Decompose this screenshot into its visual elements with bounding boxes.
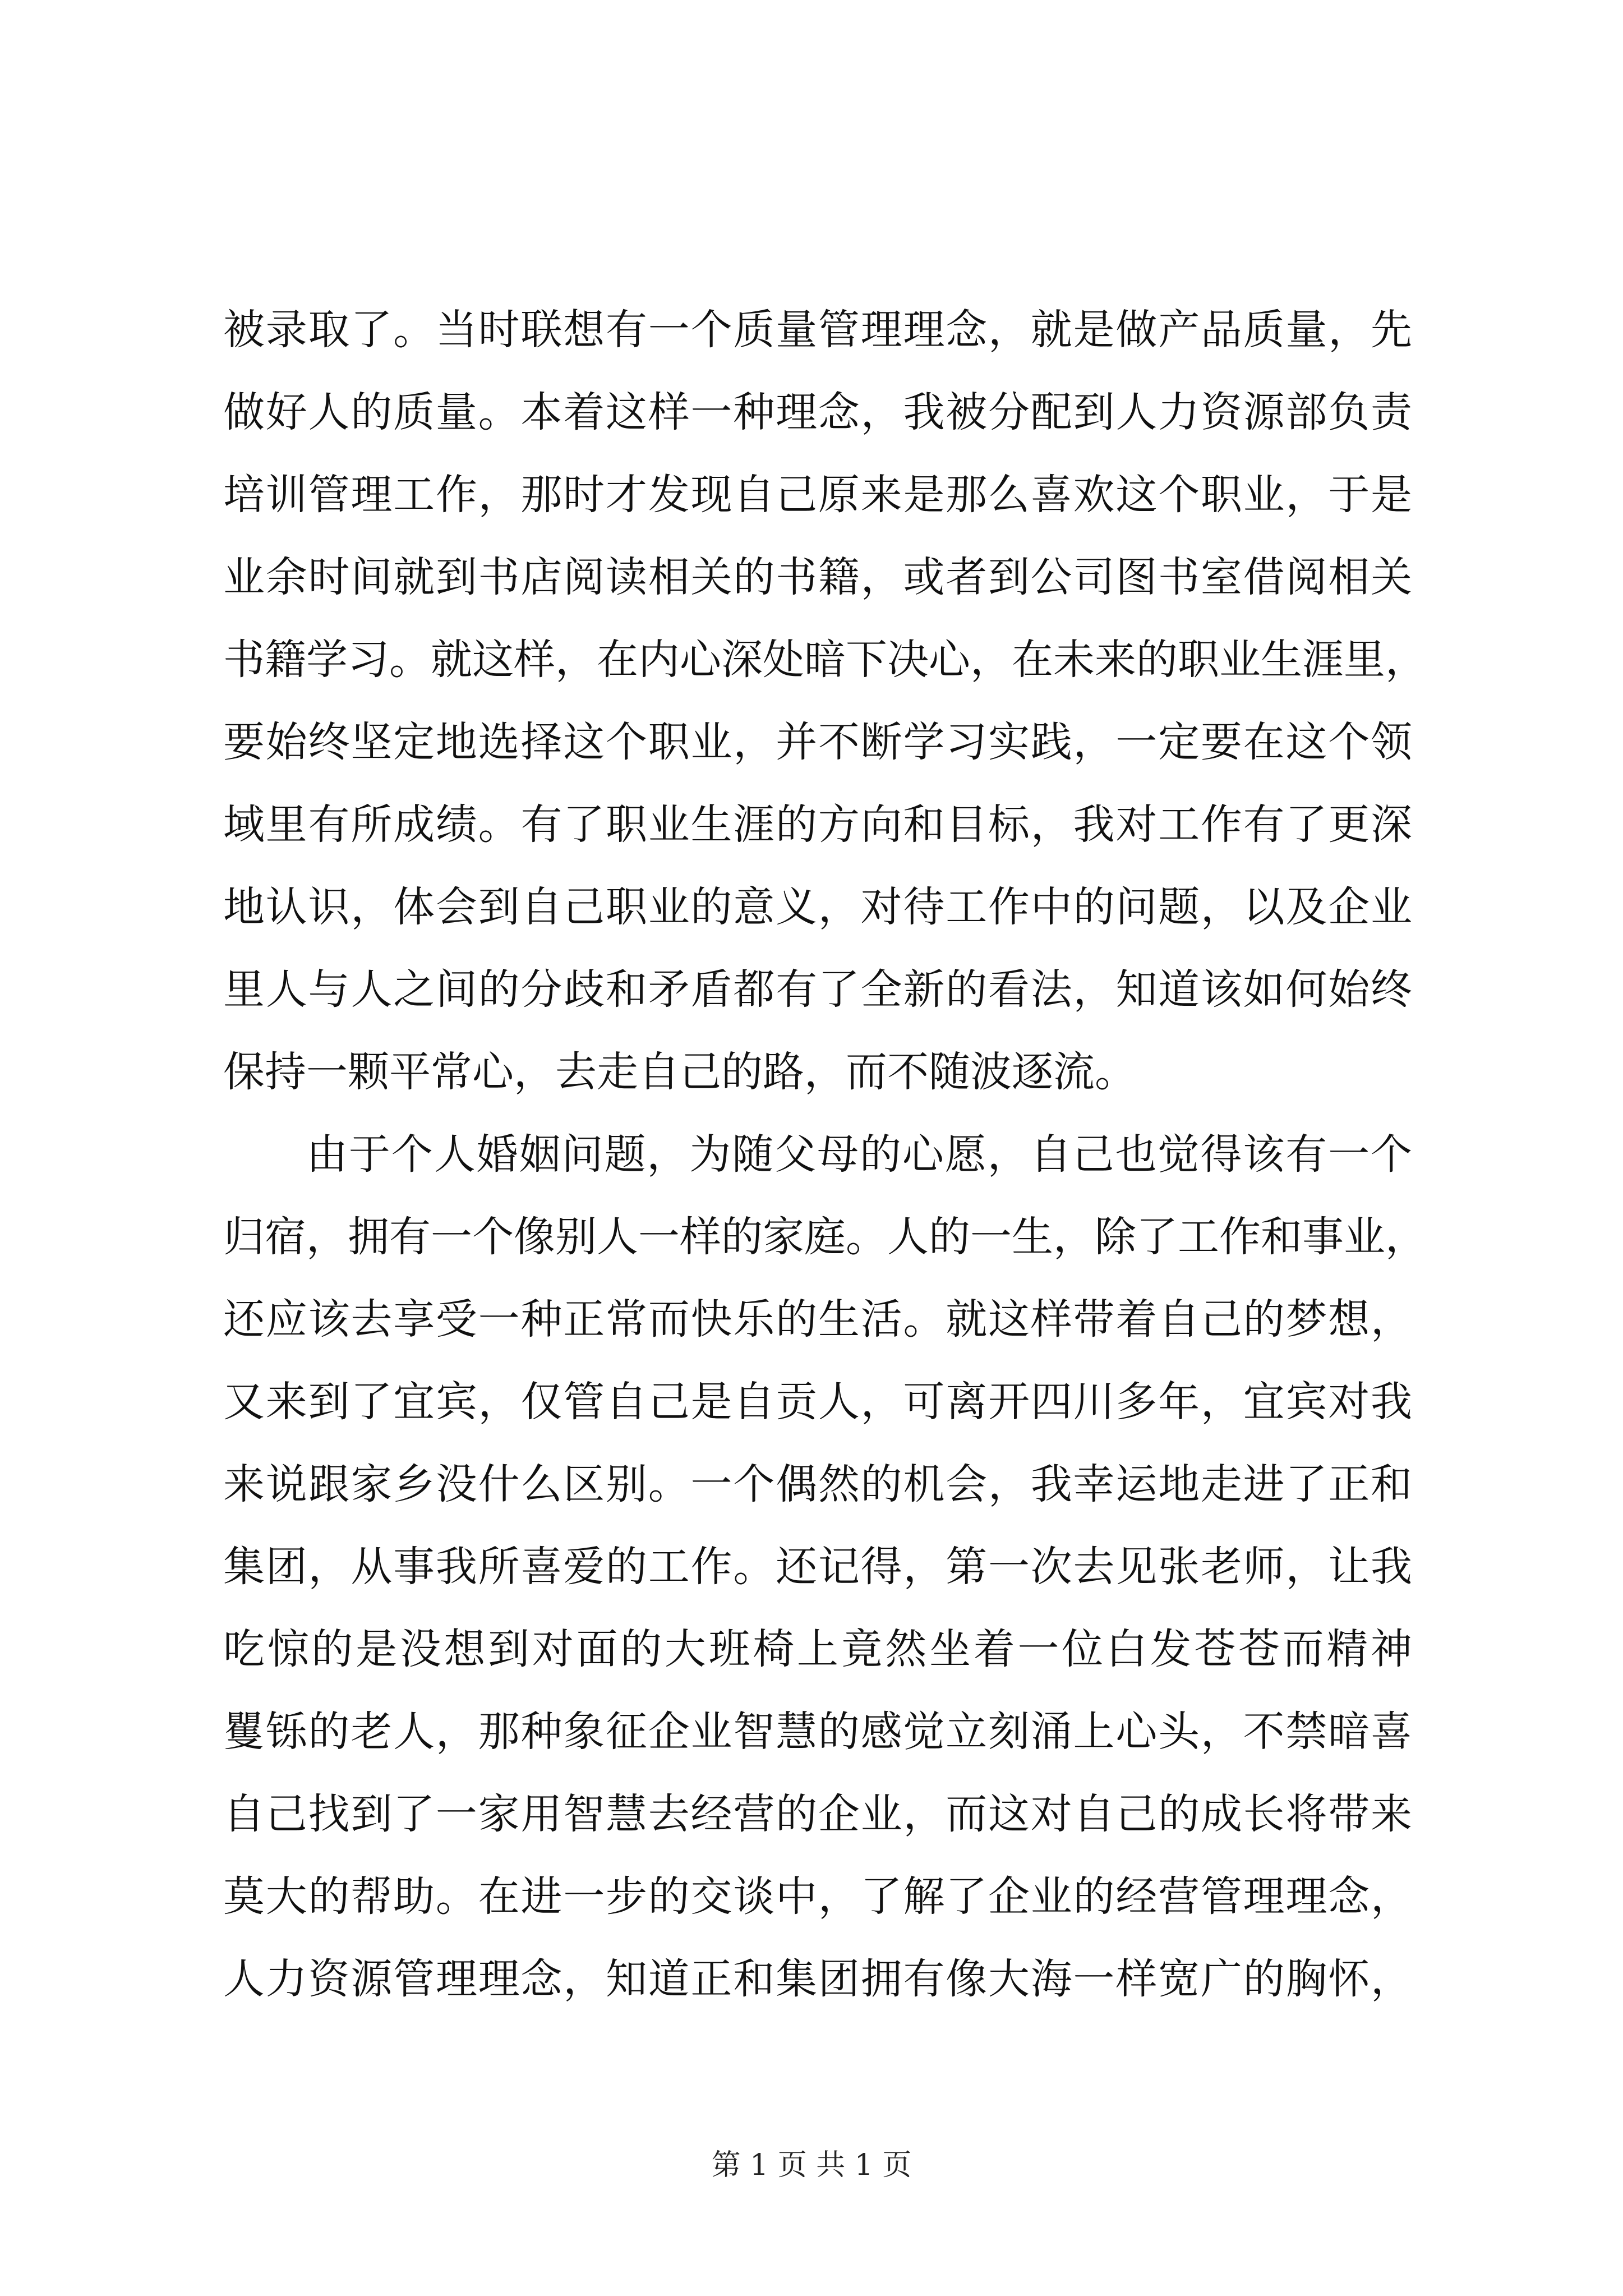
text-line: 里人与人之间的分歧和矛盾都有了全新的看法，知道该如何始终	[223, 965, 1412, 1014]
text-line: 还应该去享受一种正常而快乐的生活。就这样带着自己的梦想，	[223, 1295, 1412, 1343]
text-line: 地认识，体会到自己职业的意义，对待工作中的问题，以及企业	[223, 883, 1412, 931]
text-line: 被录取了。当时联想有一个质量管理理念，就是做产品质量，先	[223, 306, 1412, 354]
text-line: 矍铄的老人，那种象征企业智慧的感觉立刻涌上心头，不禁暗喜	[223, 1708, 1412, 1756]
paragraph-1	[223, 289, 1427, 1114]
document-body	[223, 289, 1427, 2021]
text-line: 域里有所成绩。有了职业生涯的方向和目标，我对工作有了更深	[223, 800, 1412, 849]
text-line: 集团，从事我所喜爱的工作。还记得，第一次去见张老师，让我	[223, 1543, 1412, 1591]
text-line: 培训管理工作，那时才发现自己原来是那么喜欢这个职业，于是	[223, 471, 1412, 519]
text-line: 又来到了宜宾，仅管自己是自贡人，可离开四川多年，宜宾对我	[223, 1378, 1412, 1426]
page-number-label: 第 1 页 共 1 页	[711, 2148, 912, 2182]
text-line: 做好人的质量。本着这样一种理念，我被分配到人力资源部负责	[223, 388, 1412, 436]
text-line: 自己找到了一家用智慧去经营的企业，而这对自己的成长将带来	[223, 1790, 1412, 1838]
text-line: 书籍学习。就这样，在内心深处暗下决心，在未来的职业生涯里，	[223, 636, 1427, 684]
page-footer	[0, 2148, 1623, 2182]
text-line: 来说跟家乡没什么区别。一个偶然的机会，我幸运地走进了正和	[223, 1460, 1412, 1508]
text-line: 业余时间就到书店阅读相关的书籍，或者到公司图书室借阅相关	[223, 553, 1412, 601]
text-line: 保持一颗平常心，去走自己的路，而不随波逐流。	[223, 1048, 1136, 1096]
text-line: 莫大的帮助。在进一步的交谈中，了解了企业的经营管理理念，	[223, 1872, 1412, 1921]
text-line: 人力资源管理理念，知道正和集团拥有像大海一样宽广的胸怀，	[223, 1955, 1412, 2003]
paragraph-2	[223, 1114, 1427, 2021]
text-line: 归宿，拥有一个像别人一样的家庭。人的一生，除了工作和事业，	[223, 1213, 1427, 1261]
text-line: 由于个人婚姻问题，为随父母的心愿，自己也觉得该有一个	[306, 1130, 1412, 1179]
text-line: 吃惊的是没想到对面的大班椅上竟然坐着一位白发苍苍而精神	[223, 1625, 1412, 1673]
text-line: 要始终坚定地选择这个职业，并不断学习实践，一定要在这个领	[223, 718, 1412, 766]
